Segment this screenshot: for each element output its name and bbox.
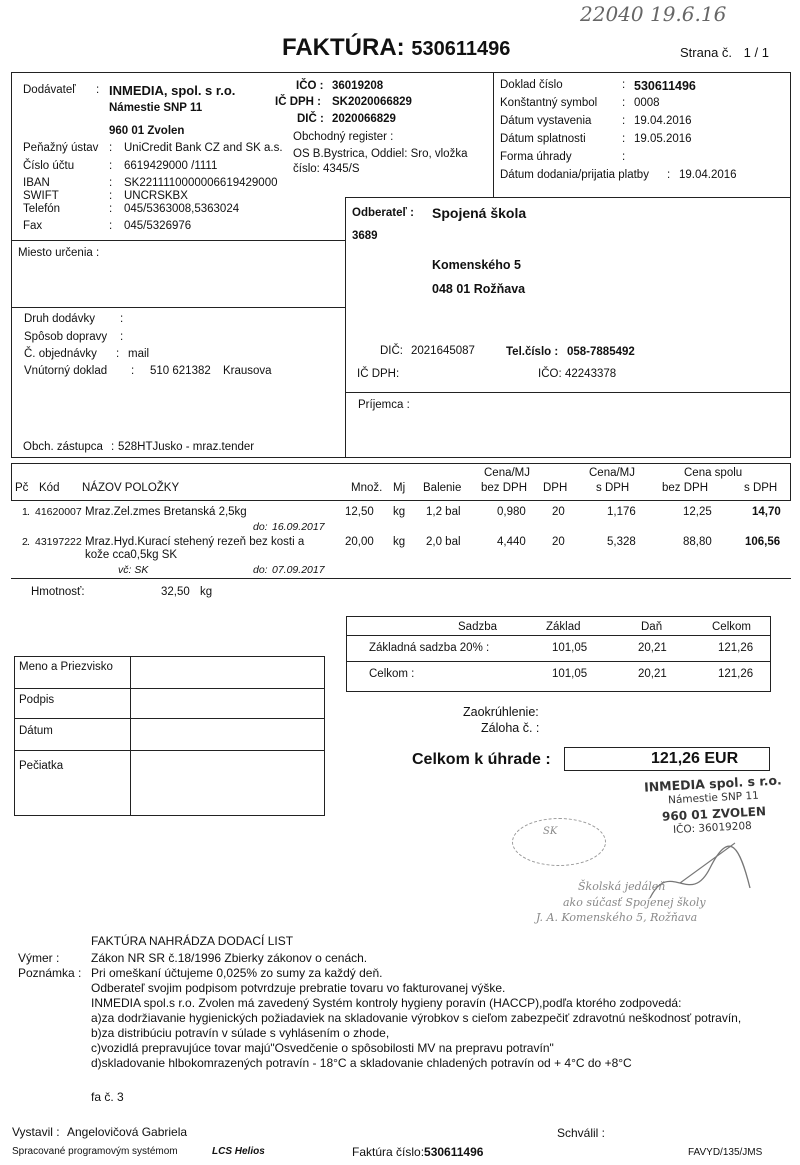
internal-label: Vnútorný doklad	[24, 365, 108, 377]
item-name-line2: kože cca0,5kg SK	[85, 549, 178, 561]
signature-row-line-1	[14, 688, 325, 689]
fax-label: Fax	[23, 220, 43, 232]
delivery-date-label: Dátum dodania/prijatia platby	[500, 169, 649, 181]
customer-divider	[345, 197, 346, 458]
item-price-gross: 1,176	[607, 506, 636, 518]
order-colon: :	[116, 348, 120, 360]
supplier-name: INMEDIA, spol. s r.o.	[109, 83, 236, 98]
rounding-label: Zaokrúhlenie:	[463, 705, 539, 719]
note-line-4: a)za dodržiavanie hygienických požiadaviek na skladovanie výrobkov s cieľom zabezpečiť zdravotnú neškodnosť potravín,	[91, 1011, 742, 1025]
note-line-3: INMEDIA spol.s r.o. Zvolen má zavedený Systém kontroly hygieny poravín (HACCP),podľa ktorého zodpovedá:	[91, 996, 682, 1010]
vat-row-total: 121,26	[718, 642, 754, 654]
col-price-net-2: bez DPH	[481, 482, 528, 494]
note-line-5: b)za distribúciu potravín v súlade s vyhlásením o zhode,	[91, 1026, 390, 1040]
vat-row-label: Základná sadzba 20% :	[369, 642, 490, 654]
delivery-top-line	[11, 307, 345, 308]
total-due-label: Celkom k úhrade :	[412, 751, 551, 768]
item-total-net: 88,80	[683, 536, 712, 548]
col-pc: Pč	[15, 482, 29, 494]
supplier-colon: :	[96, 84, 100, 96]
item-note-label: do:	[253, 521, 268, 533]
transport-label: Spôsob dopravy	[24, 331, 108, 343]
item-pack: 2,0 bal	[426, 536, 461, 548]
school-stamp-line3: J. A. Komenského 5, Rožňava	[536, 911, 698, 924]
internal-colon: :	[131, 365, 135, 377]
account-colon: :	[109, 160, 113, 172]
supplier-ico-label: IČO :	[296, 80, 324, 92]
stamp-line1: INMEDIA spol. s r.o.	[643, 772, 783, 795]
invoice-title-label: FAKTÚRA:	[282, 34, 405, 61]
col-pack: Balenie	[423, 482, 462, 494]
supplier-label: Dodávateľ	[23, 84, 76, 96]
item-unit: kg	[393, 536, 406, 548]
notes-heading: FAKTÚRA NAHRÁDZA DODACÍ LIST	[91, 934, 294, 948]
customer-code: 3689	[352, 230, 378, 242]
vat-h-tax: Daň	[641, 621, 663, 633]
supplier-ico: 36019208	[332, 80, 384, 92]
customer-city: 048 01 Rožňava	[432, 282, 526, 296]
school-stamp-line2: ako súčasť Spojenej školy	[563, 896, 706, 909]
items-top-line	[11, 463, 791, 464]
phone-colon: :	[109, 203, 113, 215]
invoice-title-number: 530611496	[411, 38, 511, 60]
delivery-date-colon: :	[667, 169, 671, 181]
dest-top-line	[11, 240, 345, 241]
note-label: Poznámka :	[18, 966, 82, 980]
col-price-gross-2: s DPH	[596, 482, 630, 494]
customer-ico: 42243378	[565, 368, 617, 380]
item-price-net: 4,440	[497, 536, 526, 548]
item-code: 41620007	[35, 506, 82, 518]
item-price-gross: 5,328	[607, 536, 636, 548]
customer-phone: 058-7885492	[567, 346, 635, 358]
internal-name: Krausova	[223, 365, 272, 377]
item-code: 43197222	[35, 536, 82, 548]
payment-colon: :	[622, 151, 626, 163]
item-dot: .	[27, 536, 30, 548]
iban-colon: :	[109, 177, 113, 189]
col-vat: DPH	[543, 482, 568, 494]
col-name: NÁZOV POLOŽKY	[82, 482, 180, 494]
sign-stamp-label: Pečiatka	[19, 760, 64, 772]
note-line-6: c)vozidlá prepravujúce tovar majú"Osvedčenie o spôsobilosti MV na prepravu potravín"	[91, 1041, 554, 1055]
vat-sum-tax: 20,21	[638, 668, 667, 680]
signature-col-line	[130, 656, 131, 816]
vymer-text: Zákon NR SR č.18/1996 Zbierky zákonov o cenách.	[91, 951, 368, 965]
items-header-line	[11, 500, 791, 501]
delivery-date-value: 19.04.2016	[679, 169, 737, 181]
transport-colon: :	[120, 331, 124, 343]
vat-sum-label: Celkom :	[369, 668, 415, 680]
item-note-date: 16.09.2017	[272, 521, 325, 533]
stamp-line4: IČO: 36019208	[672, 819, 753, 837]
weight-unit: kg	[200, 586, 213, 598]
issuer-name: Angelovičová Gabriela	[67, 1125, 188, 1139]
vat-sum-base: 101,05	[552, 668, 588, 680]
fax-value: 045/5326976	[124, 220, 192, 232]
const-label: Konštantný symbol	[500, 97, 598, 109]
signature-scribble	[640, 838, 760, 918]
agent-colon: :	[111, 441, 115, 453]
item-qty: 20,00	[345, 536, 374, 548]
footer-code: FAVYD/135/JMS	[688, 1147, 763, 1158]
supplier-icdph-label: IČ DPH :	[275, 96, 321, 108]
account-value: 6619429000 /1111	[124, 160, 218, 172]
kind-colon: :	[120, 313, 124, 325]
issued-value: 19.04.2016	[634, 115, 692, 127]
col-unit: Mj	[393, 482, 406, 494]
order-label: Č. objednávky	[24, 348, 97, 360]
col-total-net: bez DPH	[662, 482, 709, 494]
handwritten-note: 22040 19.6.16	[580, 2, 727, 26]
due-label: Dátum splatnosti	[500, 133, 586, 145]
item-pc: 2	[22, 536, 28, 548]
note-line-2: Odberateľ svojim podpisom potvrdzuje prebratie tovaru vo fakturovanej výške.	[91, 981, 506, 995]
page-value: 1 / 1	[743, 45, 769, 60]
vat-row-base: 101,05	[552, 642, 588, 654]
system-name: LCS Helios	[212, 1146, 265, 1157]
items-left-line	[11, 463, 12, 500]
bank-label: Peňažný ústav	[23, 142, 99, 154]
signature-table	[14, 656, 325, 816]
phone-value: 045/5363008,5363024	[124, 203, 240, 215]
footer-invoice	[352, 1145, 483, 1159]
total-due-value: 121,26 EUR	[651, 750, 739, 767]
page-label: Strana č.	[680, 45, 733, 60]
col-price-net-1: Cena/MJ	[484, 467, 531, 479]
const-value: 0008	[634, 97, 660, 109]
round-stamp-text: SK	[543, 826, 558, 837]
iban-label: IBAN	[23, 177, 50, 189]
supplier-icdph: SK2020066829	[332, 96, 412, 108]
phone-label: Telefón	[23, 203, 61, 215]
item-note-date: 07.09.2017	[272, 564, 325, 576]
doc-no-colon: :	[622, 79, 626, 91]
deposit-label: Záloha č. :	[481, 721, 540, 735]
bank-colon: :	[109, 142, 113, 154]
item-qty: 12,50	[345, 506, 374, 518]
item-note-label: do:	[253, 564, 268, 576]
register-line1: OS B.Bystrica, Oddiel: Sro, vložka	[293, 148, 468, 160]
round-stamp	[512, 818, 606, 866]
internal-value: 510 621382	[150, 365, 211, 377]
swift-colon: :	[109, 190, 113, 202]
item-total-net: 12,25	[683, 506, 712, 518]
vat-h-total: Celkom	[712, 621, 751, 633]
supplier-dic-label: DIČ :	[297, 113, 324, 125]
item-dot: .	[27, 506, 30, 518]
item-vat: 20	[552, 536, 565, 548]
account-label: Číslo účtu	[23, 160, 75, 172]
recipient-top-line	[345, 392, 791, 393]
item-total-gross: 106,56	[745, 536, 781, 548]
customer-phone-label: Tel.číslo :	[506, 346, 559, 358]
agent-value: 528HTJusko - mraz.tender	[118, 441, 255, 453]
iban-value: SK2211110000006619429000	[124, 177, 278, 189]
note-line-7: d)skladovanie hlbokomrazených potravín - 18°C a skladovanie chladených potravín od + 4°C do +8°C	[91, 1056, 632, 1070]
item-pack: 1,2 bal	[426, 506, 461, 518]
approved-label: Schválil :	[557, 1126, 606, 1140]
signature-row-line-2	[14, 718, 325, 719]
issued-label: Dátum vystavenia	[500, 115, 592, 127]
agent-label: Obch. zástupca	[23, 441, 103, 453]
item-price-net: 0,980	[497, 506, 526, 518]
stamp-line3: 960 01 ZVOLEN	[661, 804, 767, 824]
invoice-title	[282, 34, 510, 62]
vat-sum-total: 121,26	[718, 668, 754, 680]
weight-label: Hmotnosť:	[31, 586, 85, 598]
item-name: Mraz.Zel.zmes Bretanská 2,5kg	[85, 506, 247, 518]
doc-divider	[493, 72, 494, 197]
issuer-label: Vystavil :	[12, 1125, 60, 1139]
item-vc: vč: SK	[118, 564, 149, 576]
footer-invoice-label: Faktúra číslo:	[352, 1145, 425, 1159]
note-line-1: Pri omeškaní účtujeme 0,025% zo sumy za každý deň.	[91, 966, 383, 980]
stamp-line2: Námestie SNP 11	[667, 789, 760, 807]
swift-label: SWIFT	[23, 190, 59, 202]
vat-mid-line	[346, 661, 771, 662]
system-label: Spracované programovým systémom	[12, 1146, 178, 1157]
customer-dic-label: DIČ:	[380, 345, 403, 357]
col-price-gross-1: Cena/MJ	[589, 467, 636, 479]
register-line2: číslo: 4345/S	[293, 163, 360, 175]
footer-invoice-number: 530611496	[424, 1145, 484, 1159]
sign-name-label: Meno a Priezvisko	[19, 661, 113, 673]
col-total: Cena spolu	[684, 467, 743, 479]
customer-top-line	[345, 197, 791, 198]
vat-row-tax: 20,21	[638, 642, 667, 654]
vat-header-line	[346, 635, 771, 636]
item-name: Mraz.Hyd.Kurací stehený rezeň bez kosti a	[85, 536, 305, 548]
items-bottom-line	[11, 578, 791, 579]
items-right-line	[790, 463, 791, 500]
item-pc: 1	[22, 506, 28, 518]
due-colon: :	[622, 133, 626, 145]
customer-street: Komenského 5	[432, 258, 521, 272]
vat-h-base: Základ	[546, 621, 581, 633]
col-total-gross: s DPH	[744, 482, 778, 494]
customer-name: Spojená škola	[432, 205, 527, 221]
bank-value: UniCredit Bank CZ and SK a.s.	[124, 142, 283, 154]
weight-value: 32,50	[161, 586, 190, 598]
supplier-dic: 2020066829	[332, 113, 396, 125]
due-value: 19.05.2016	[634, 133, 692, 145]
customer-dic: 2021645087	[411, 345, 475, 357]
vymer-label: Výmer :	[18, 951, 60, 965]
vat-h-rate: Sadzba	[458, 621, 498, 633]
supplier-city: 960 01 Zvolen	[109, 125, 185, 137]
destination-label: Miesto určenia :	[18, 247, 100, 259]
register-label: Obchodný register :	[293, 131, 394, 143]
doc-no-value: 530611496	[634, 79, 696, 93]
supplier-street: Námestie SNP 11	[109, 102, 203, 114]
issued-colon: :	[622, 115, 626, 127]
customer-ico-label: IČO:	[538, 368, 562, 380]
page-indicator	[680, 45, 769, 60]
notes-fa: fa č. 3	[91, 1090, 124, 1104]
fax-colon: :	[109, 220, 113, 232]
recipient-label: Príjemca :	[358, 399, 410, 411]
item-total-gross: 14,70	[752, 506, 781, 518]
swift-value: UNCRSKBX	[124, 190, 188, 202]
col-qty: Množ.	[351, 482, 383, 494]
school-stamp-line1: Školská jedáleň	[578, 880, 666, 893]
const-colon: :	[622, 97, 626, 109]
signature-row-line-3	[14, 750, 325, 751]
customer-label: Odberateľ :	[352, 207, 414, 219]
item-unit: kg	[393, 506, 406, 518]
customer-icdph-label: IČ DPH:	[357, 368, 400, 380]
kind-label: Druh dodávky	[24, 313, 95, 325]
col-code: Kód	[39, 482, 60, 494]
item-vat: 20	[552, 506, 565, 518]
payment-label: Forma úhrady	[500, 151, 572, 163]
sign-signature-label: Podpis	[19, 694, 55, 706]
order-value: mail	[128, 348, 150, 360]
doc-no-label: Doklad číslo	[500, 79, 563, 91]
sign-date-label: Dátum	[19, 725, 53, 737]
